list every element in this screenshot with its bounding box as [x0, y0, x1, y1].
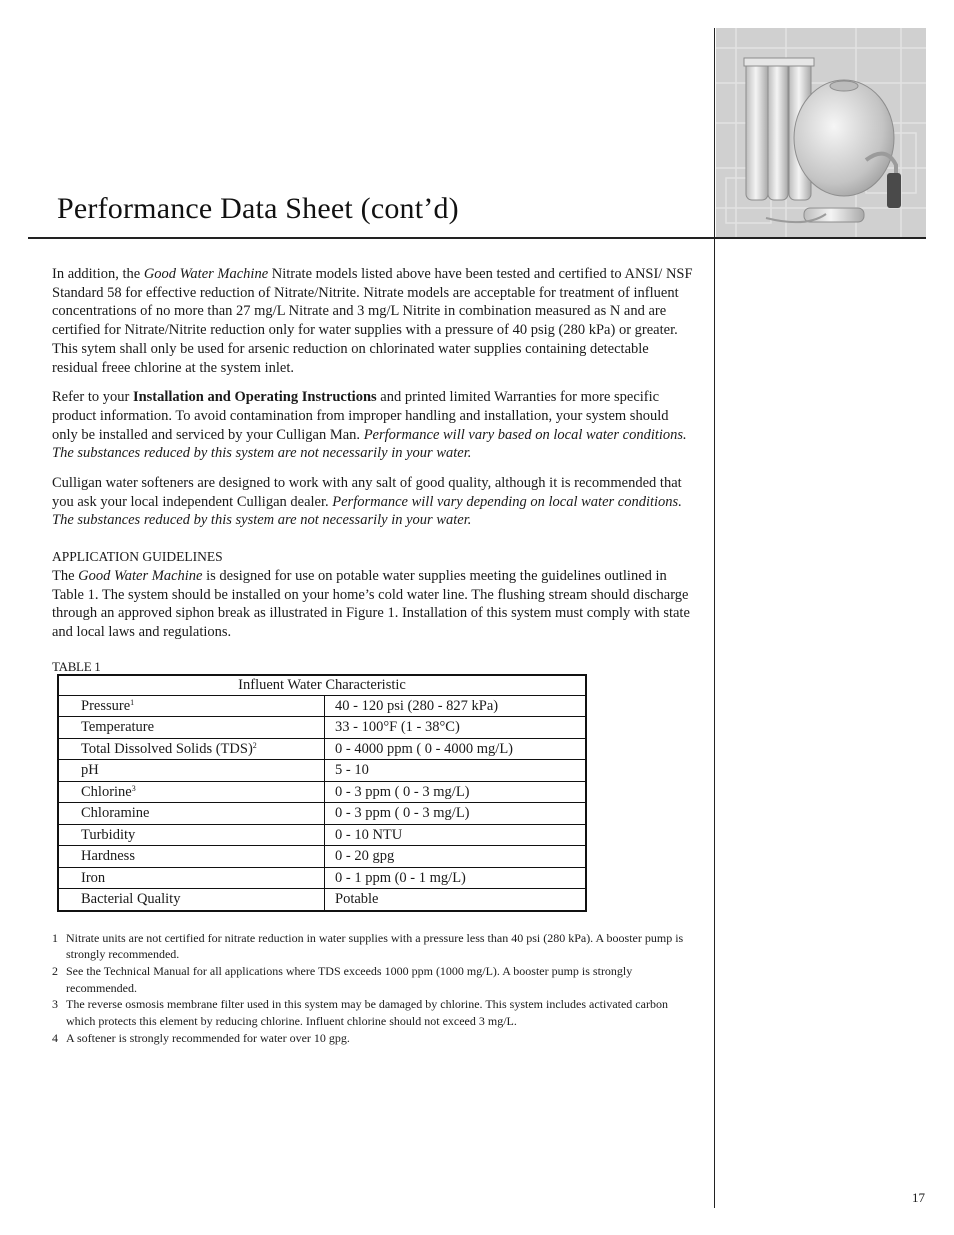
- ro-system-photo: [716, 28, 926, 237]
- row-value: 0 - 10 NTU: [325, 824, 587, 846]
- footnote-number: 4: [52, 1030, 58, 1045]
- disclaimer-text: Performance will vary based on local water conditions. The substances reduced by this system are not necessarily in your water.: [52, 426, 687, 462]
- footnote-ref: 1: [130, 697, 135, 707]
- row-label: Iron: [81, 869, 106, 886]
- nitrate-paragraph: [52, 265, 694, 340]
- row-value: 0 - 3 ppm ( 0 - 3 mg/L): [325, 781, 587, 803]
- table-row: [58, 695, 586, 717]
- table-row: [58, 803, 586, 825]
- row-label: Bacterial Quality: [81, 891, 181, 908]
- footnote-text: A softener is strongly recommended for water over 10 gpg.: [66, 1030, 350, 1045]
- vertical-divider: [714, 28, 715, 1208]
- row-label: Chlorine: [81, 783, 132, 800]
- text-run: and printed limited Warranties for more specific product information. To avoid contamination from improper handling and installation, your system should only be installed and serviced by your Culligan Man.: [52, 389, 669, 443]
- footnote-item: [52, 963, 694, 996]
- page-title: Performance Data Sheet (cont’d): [57, 192, 459, 225]
- table-row: [58, 846, 586, 868]
- text-run: In addition, the: [52, 266, 144, 282]
- footnote-text: Nitrate units are not certified for nitrate reduction in water supplies with a pressure less than 40 psi (280 kPa). A booster pump is strongly recommended.: [66, 930, 684, 962]
- row-label: Hardness: [81, 848, 135, 865]
- footnote-number: 3: [52, 997, 58, 1012]
- table-row: [58, 781, 586, 803]
- header-rule: [28, 237, 926, 239]
- footnote-text: The reverse osmosis membrane filter used in this system may be damaged by chlorine. This system includes activated carbon which protects this element by reducing chlorine. Influent chlorine should not exceed 3 mg/L.: [66, 997, 668, 1029]
- row-label: Chloramine: [81, 805, 150, 822]
- row-value: 0 - 20 gpg: [325, 846, 587, 868]
- row-value: 0 - 1 ppm (0 - 1 mg/L): [325, 867, 587, 889]
- footnote-ref: 2: [252, 740, 257, 750]
- text-run: The: [52, 567, 79, 584]
- application-paragraph: [52, 567, 694, 642]
- row-label: Temperature: [81, 719, 155, 736]
- disclaimer-text: Performance will vary depending on local water conditions. The substances reduced by this system are not necessarily in your water.: [52, 493, 682, 529]
- footnote-text: See the Technical Manual for all applications where TDS exceeds 1000 ppm (1000 mg/L). A booster pump is strongly recommended.: [66, 964, 633, 995]
- arsenic-paragraph: This sytem shall only be used for arsenic reduction on chlorinated water supplies containing detectable residual freee chlorine at the system inlet.: [52, 340, 649, 376]
- text-run: Refer to your: [52, 389, 133, 406]
- table-row: [58, 738, 586, 760]
- application-heading: APPLICATION GUIDELINES: [52, 549, 223, 565]
- table-row: [58, 889, 586, 911]
- row-label: Turbidity: [81, 826, 136, 843]
- row-label: Pressure: [81, 697, 131, 714]
- row-value: 33 - 100°F (1 - 38°C): [325, 717, 587, 739]
- table-row: [58, 717, 586, 739]
- row-label: Total Dissolved Solids (TDS): [81, 740, 253, 757]
- text-run: Culligan water softeners are designed to work with any salt of good quality, although it is recommended that you ask your local independent Culligan dealer.: [52, 475, 682, 510]
- product-name: Good Water Machine: [78, 567, 203, 584]
- footnote-item: [52, 1030, 694, 1047]
- text-run: is designed for use on potable water supplies meeting the guidelines outlined in Table 1. The system should be installed on your home’s cold water line. The flushing stream should discharge through an approved siphon break as illustrated in Figure 1. Installation of this system must comply with state and local laws and regulations.: [52, 567, 690, 640]
- row-value: Potable: [325, 889, 587, 911]
- influent-table: [57, 674, 587, 912]
- table-caption: TABLE 1: [52, 658, 101, 674]
- row-value: 40 - 120 psi (280 - 827 kPa): [325, 695, 587, 717]
- product-name: Good Water Machine: [143, 266, 269, 282]
- row-value: 5 - 10: [325, 760, 587, 782]
- softener-paragraph: [52, 474, 694, 530]
- page-number: 17: [912, 1190, 925, 1205]
- footnote-ref: 3: [131, 783, 136, 793]
- text-run: Nitrate models listed above have been tested and certified to ANSI/ NSF Standard 58 for effective reduction of Nitrate/Nitrite. Nitrate models are acceptable for treatment of influent concentrations of no more than 27 mg/L Nitrate and 3 mg/L Nitrite in combination measured as N and are certified for Nitrate/Nitrite reduction only for water supplies with a pressure of 40 psig (280 kPa) or greater.: [52, 266, 693, 339]
- table-row: [58, 824, 586, 846]
- footnote-item: [52, 930, 694, 963]
- instructions-title: Installation and Operating Instructions: [132, 389, 377, 406]
- row-value: 0 - 3 ppm ( 0 - 3 mg/L): [325, 803, 587, 825]
- footnotes: [52, 930, 694, 1047]
- body-content: [52, 265, 694, 1047]
- footnote-item: [52, 996, 694, 1029]
- footnote-number: 2: [52, 964, 58, 979]
- table-row: [58, 867, 586, 889]
- footnote-number: 1: [52, 930, 58, 945]
- table-header: Influent Water Characteristic: [58, 675, 586, 696]
- instructions-paragraph: [52, 388, 694, 463]
- row-value: 0 - 4000 ppm ( 0 - 4000 mg/L): [325, 738, 587, 760]
- row-label: pH: [81, 762, 99, 779]
- table-row: [58, 760, 586, 782]
